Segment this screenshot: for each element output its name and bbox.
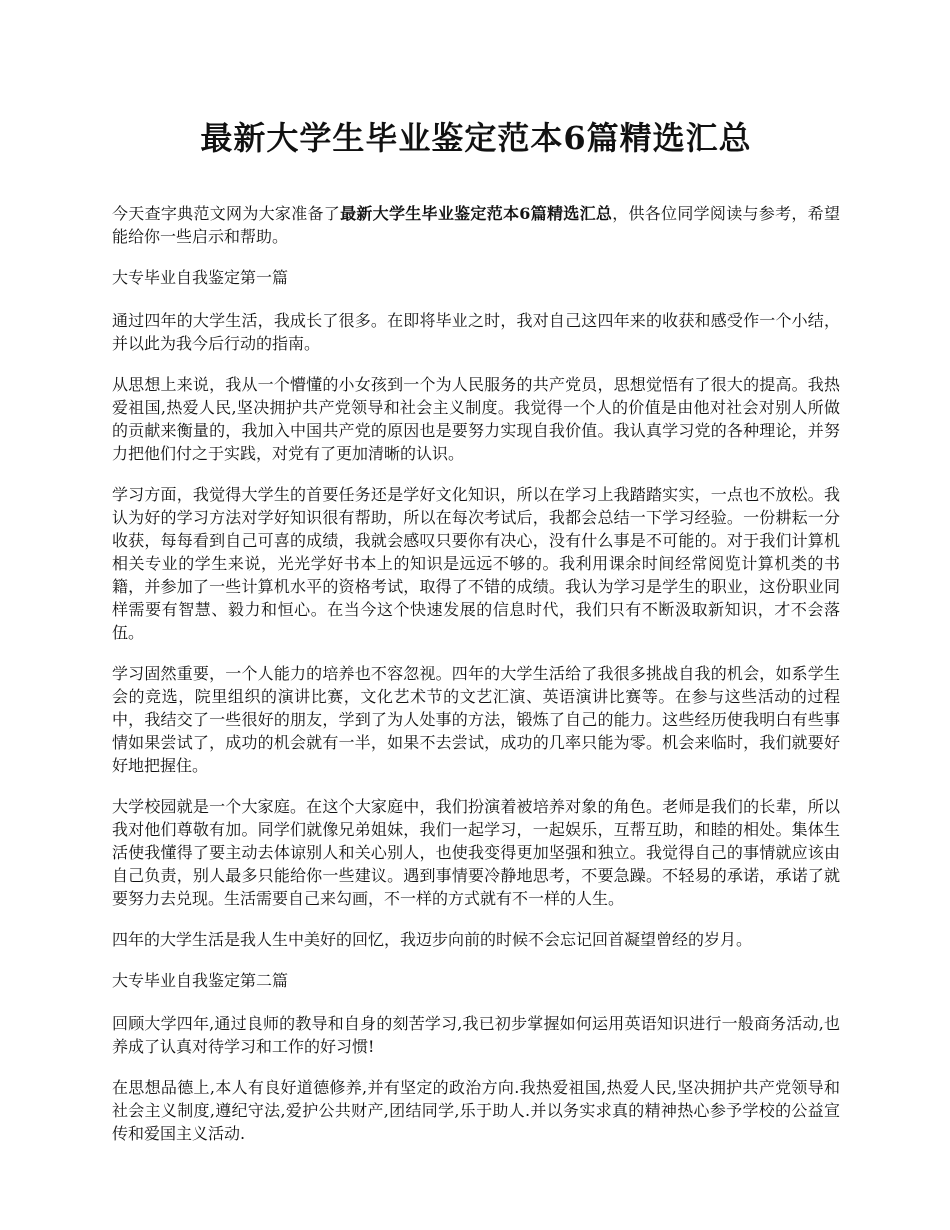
paragraph: 学习固然重要，一个人能力的培养也不容忽视。四年的大学生活给了我很多挑战自我的机会，如系学生会的竞选，院里组织的演讲比赛，文化艺术节的文艺汇演、英语演讲比赛等。在参与这些活动的过程中，我结交了一些很好的朋友，学到了为人处事的方法，锻炼了自己的能力。这些经历使我明白有些事情如果尝试了，成功的机会就有一半，如果不去尝试，成功的几率只能为零。机会来临时，我们就要好好地把握住。 — [112, 664, 840, 775]
paragraph: 在思想品德上,本人有良好道德修养,并有坚定的政治方向.我热爱祖国,热爱人民,坚决拥护共产党领导和社会主义制度,遵纪守法,爱护公共财产,团结同学,乐于助人.并以务实求真的精神热心参予学校的公益宣传和爱国主义活动. — [112, 1078, 840, 1143]
document-title: 最新大学生毕业鉴定范本6篇精选汇总 — [200, 119, 752, 157]
intro-paragraph — [112, 202, 840, 248]
paragraph: 通过四年的大学生活，我成长了很多。在即将毕业之时，我对自己这四年来的收获和感受作一个小结，并以此为我今后行动的指南。 — [112, 311, 840, 353]
section-heading-2: 大专毕业自我鉴定第二篇 — [112, 971, 289, 990]
intro-text-before: 今天查字典范文网为大家准备了 — [112, 204, 341, 223]
paragraph: 回顾大学四年,通过良师的教导和自身的刻苦学习,我已初步掌握如何运用英语知识进行一般商务活动,也养成了认真对待学习和工作的好习惯! — [112, 1014, 840, 1056]
paragraph: 四年的大学生活是我人生中美好的回忆，我迈步向前的时候不会忘记回首凝望曾经的岁月。 — [112, 930, 753, 949]
paragraph: 大学校园就是一个大家庭。在这个大家庭中，我们扮演着被培养对象的角色。老师是我们的长辈，所以我对他们尊敬有加。同学们就像兄弟姐妹，我们一起学习，一起娱乐，互帮互助，和睦的相处。集体生活使我懂得了要主动去体谅别人和关心别人，也使我变得更加坚强和独立。我觉得自己的事情就应该由自己负责，别人最多只能给你一些建议。遇到事情要冷静地思考，不要急躁。不轻易的承诺，承诺了就要努力去兑现。生活需要自己来勾画，不一样的方式就有不一样的人生。 — [112, 797, 840, 908]
paragraph: 从思想上来说，我从一个懵懂的小女孩到一个为人民服务的共产党员，思想觉悟有了很大的提高。我热爱祖国,热爱人民,坚决拥护共产党领导和社会主义制度。我觉得一个人的价值是由他对社会对别人所做的贡献来衡量的，我加入中国共产党的原因也是要努力实现自我价值。我认真学习党的各种理论，并努力把他们付之于实践，对党有了更加清晰的认识。 — [112, 375, 840, 463]
intro-text-bold: 最新大学生毕业鉴定范本6篇精选汇总 — [340, 204, 613, 223]
section-heading-1: 大专毕业自我鉴定第一篇 — [112, 268, 289, 287]
paragraph: 学习方面，我觉得大学生的首要任务还是学好文化知识，所以在学习上我踏踏实实，一点也不放松。我认为好的学习方法对学好知识很有帮助，所以在每次考试后，我都会总结一下学习经验。一份耕耘一分收获，每每看到自己可喜的成绩，我就会感叹只要你有决心，没有什么事是不可能的。对于我们计算机相关专业的学生来说，光光学好书本上的知识是远远不够的。我利用课余时间经常阅览计算机类的书籍，并参加了一些计算机水平的资格考试，取得了不错的成绩。我认为学习是学生的职业，这份职业同样需要有智慧、毅力和恒心。在当今这个快速发展的信息时代，我们只有不断汲取新知识，才不会落伍。 — [112, 485, 840, 642]
intro-text-after: ，供各位同学阅读与参考，希望能给你一些启示和帮助。 — [112, 204, 840, 246]
